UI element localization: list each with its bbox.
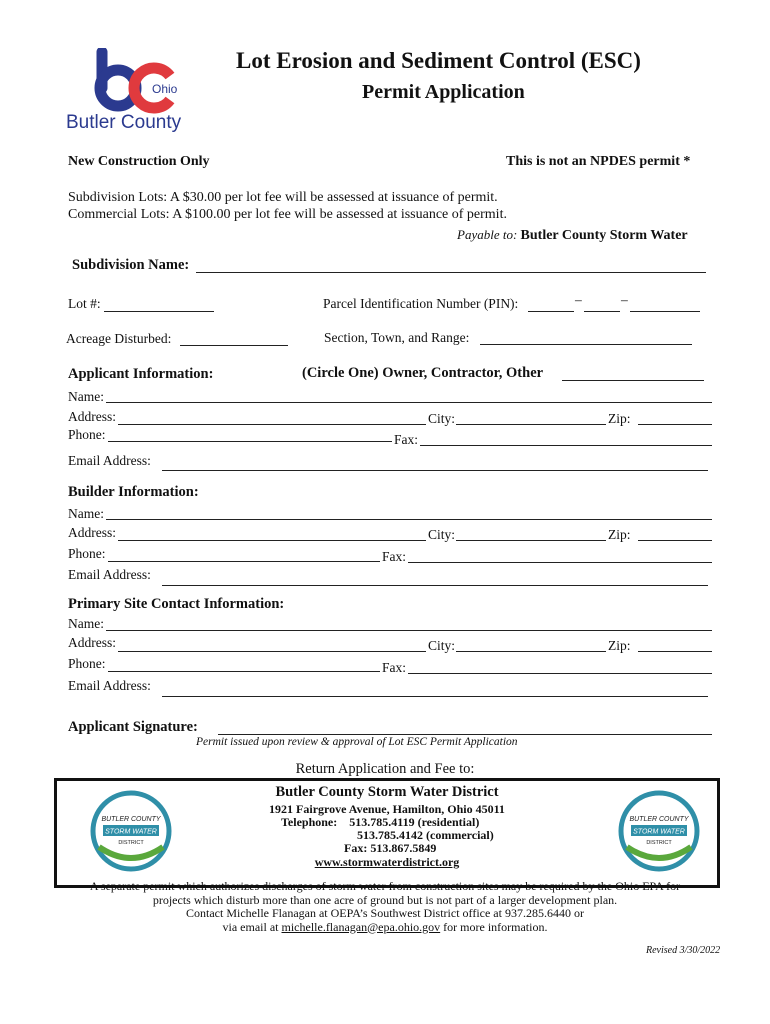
applicant-email-field[interactable] <box>162 470 708 471</box>
site-zip-field[interactable] <box>638 651 712 652</box>
applicant-zip-label: Zip: <box>608 411 631 426</box>
badge-middle-text: STORM WATER <box>633 828 685 836</box>
return-org: Butler County Storm Water District <box>275 784 499 800</box>
builder-phone-label: Phone: <box>68 546 106 561</box>
section-label: Section, Town, and Range: <box>324 330 470 345</box>
badge-top-text: BUTLER COUNTY <box>629 816 689 823</box>
applicant-zip-field[interactable] <box>638 424 712 425</box>
site-city-label: City: <box>428 638 456 653</box>
payable-name: Butler County Storm Water <box>520 228 688 243</box>
npdes-note: This is not an NPDES permit * <box>506 154 691 169</box>
applicant-fax-label: Fax: <box>394 432 419 447</box>
logo-county: Butler County <box>66 112 182 133</box>
pin-field-2[interactable] <box>584 311 620 312</box>
site-address-field[interactable] <box>118 651 426 652</box>
section-field[interactable] <box>480 344 692 345</box>
applicant-phone-label: Phone: <box>68 427 106 442</box>
applicant-name-field[interactable] <box>106 402 712 403</box>
commercial-fee: Commercial Lots: A $100.00 per lot fee will be assessed at issuance of permit. <box>68 207 507 222</box>
acreage-label: Acreage Disturbed: <box>66 331 172 346</box>
signature-label: Applicant Signature: <box>68 719 198 735</box>
footer-line-4 <box>0 921 770 935</box>
applicant-fax-field[interactable] <box>420 445 712 446</box>
site-fax-label: Fax: <box>382 660 407 675</box>
builder-zip-label: Zip: <box>608 527 631 542</box>
site-fax-field[interactable] <box>408 673 712 674</box>
return-address: 1921 Fairgrove Avenue, Hamilton, Ohio 45011 <box>269 802 505 816</box>
lot-number-field[interactable] <box>104 311 214 312</box>
pin-dash-1: – <box>575 292 582 307</box>
applicant-email-label: Email Address: <box>68 453 151 468</box>
builder-email-field[interactable] <box>162 585 708 586</box>
payable-label: Payable to: <box>457 227 518 242</box>
telephone-label: Telephone: <box>281 815 338 829</box>
telephone-commercial: 513.785.4142 (commercial) <box>357 828 494 842</box>
page-title: Lot Erosion and Sediment Control (ESC) <box>236 48 641 73</box>
builder-name-field[interactable] <box>106 519 712 520</box>
site-address-label: Address: <box>68 635 116 650</box>
return-label: Return Application and Fee to: <box>295 761 475 777</box>
builder-heading: Builder Information: <box>68 484 199 500</box>
applicant-heading: Applicant Information: <box>68 366 214 382</box>
applicant-role-field[interactable] <box>562 380 704 381</box>
telephone-residential: 513.785.4119 (residential) <box>349 815 480 829</box>
site-city-field[interactable] <box>456 651 606 652</box>
return-box <box>54 778 720 888</box>
badge-top-text: BUTLER COUNTY <box>101 816 161 823</box>
revised-date: Revised 3/30/2022 <box>646 945 721 956</box>
builder-address-label: Address: <box>68 525 116 540</box>
applicant-role-label: (Circle One) Owner, Contractor, Other <box>302 365 544 381</box>
applicant-address-label: Address: <box>68 409 116 424</box>
county-logo <box>64 48 204 140</box>
footer-line-2: projects which disturb more than one acre of ground but is not part of a larger development plan. <box>152 892 618 907</box>
site-email-field[interactable] <box>162 696 708 697</box>
subdivision-fee: Subdivision Lots: A $30.00 per lot fee will be assessed at issuance of permit. <box>68 190 498 205</box>
applicant-phone-field[interactable] <box>108 441 392 442</box>
applicant-address-field[interactable] <box>118 424 426 425</box>
badge-middle-text: STORM WATER <box>105 828 157 836</box>
pin-label: Parcel Identification Number (PIN): <box>323 296 519 311</box>
site-phone-label: Phone: <box>68 656 106 671</box>
builder-phone-field[interactable] <box>108 561 380 562</box>
acreage-field[interactable] <box>180 345 288 346</box>
lot-number-label: Lot #: <box>68 296 101 311</box>
builder-fax-label: Fax: <box>382 549 407 564</box>
logo-state: Ohio <box>152 82 178 96</box>
signature-field[interactable] <box>218 734 712 735</box>
return-fax: Fax: 513.867.5849 <box>344 841 437 855</box>
badge-bottom-text: DISTRICT <box>118 840 144 846</box>
page-subtitle: Permit Application <box>362 81 525 103</box>
site-zip-label: Zip: <box>608 638 631 653</box>
signature-note: Permit issued upon review & approval of Lot ESC Permit Application <box>196 736 518 748</box>
applicant-name-label: Name: <box>68 389 104 404</box>
new-construction-note: New Construction Only <box>68 154 210 169</box>
badge-bottom-text: DISTRICT <box>646 840 672 846</box>
site-contact-heading: Primary Site Contact Information: <box>68 596 285 612</box>
pin-field-1[interactable] <box>528 311 574 312</box>
builder-name-label: Name: <box>68 506 104 521</box>
builder-email-label: Email Address: <box>68 567 151 582</box>
return-website-link[interactable]: www.stormwaterdistrict.org <box>314 855 460 869</box>
builder-address-field[interactable] <box>118 540 426 541</box>
site-name-label: Name: <box>68 616 104 631</box>
pin-field-3[interactable] <box>630 311 700 312</box>
footer-line-3: Contact Michelle Flanagan at OEPA’s Southwest District office at 937.285.6440 or <box>186 906 584 920</box>
builder-city-field[interactable] <box>456 540 606 541</box>
bc-logo-icon <box>64 48 204 114</box>
site-phone-field[interactable] <box>108 671 380 672</box>
payable-to <box>457 227 688 244</box>
pin-dash-2: – <box>621 292 628 307</box>
footer-line-4-prefix: via email at <box>222 919 279 934</box>
oepa-email-link[interactable]: michelle.flanagan@epa.ohio.gov <box>281 919 441 934</box>
footer-line-4-suffix: for more information. <box>443 919 548 934</box>
builder-city-label: City: <box>428 527 456 542</box>
subdivision-name-label: Subdivision Name: <box>72 257 190 273</box>
applicant-city-field[interactable] <box>456 424 606 425</box>
footer-note <box>0 880 770 934</box>
footer-line-1: A separate permit which authorizes discharges of storm water from construction sites may be required by the Ohio EPA for <box>89 879 681 893</box>
builder-zip-field[interactable] <box>638 540 712 541</box>
subdivision-name-field[interactable] <box>196 272 706 273</box>
site-email-label: Email Address: <box>68 678 151 693</box>
applicant-city-label: City: <box>428 411 456 426</box>
site-name-field[interactable] <box>106 630 712 631</box>
builder-fax-field[interactable] <box>408 562 712 563</box>
